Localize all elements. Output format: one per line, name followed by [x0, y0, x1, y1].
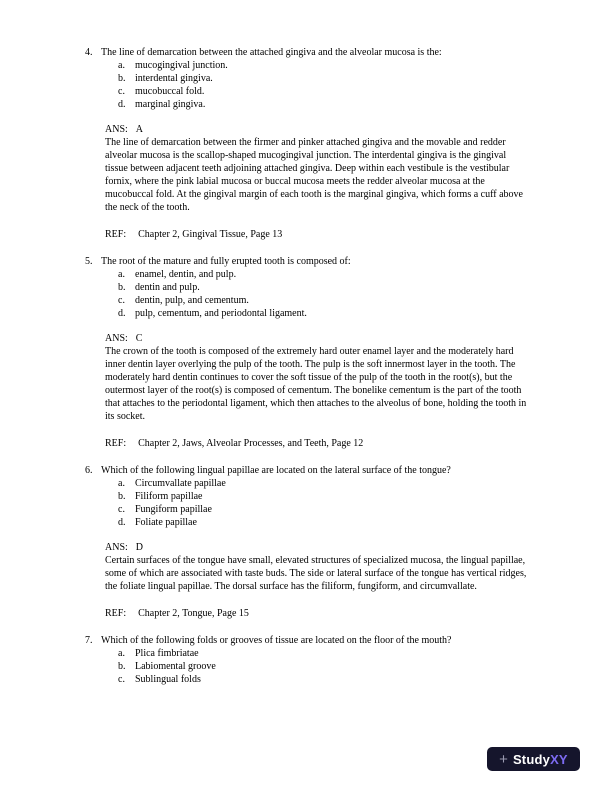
answer-section [105, 541, 530, 554]
answer-value: A [135, 124, 144, 135]
option-letter: a. [118, 269, 125, 280]
option-text: Filiform papillae [135, 491, 203, 502]
answer-label: ANS: [105, 542, 128, 553]
question-text: The root of the mature and fully erupted tooth is composed of: [101, 256, 351, 267]
option-letter: a. [118, 60, 125, 71]
question [85, 255, 530, 268]
option-letter: c. [118, 504, 125, 515]
option-letter: b. [118, 73, 126, 84]
explanation-text: Certain surfaces of the tongue have small, elevated structures of specialized mucosa, the lingual papillae, some of which are associated with taste buds. The side or lateral surface of the tongue has vertical ridges, the foliate lingual papillae. The dorsal surface has the filiform, fungiform, and circumvallate. [105, 555, 527, 592]
answer-value: D [135, 542, 144, 553]
question [85, 634, 530, 647]
option-text: marginal gingiva. [135, 99, 206, 110]
option-text: interdental gingiva. [135, 73, 213, 84]
option-row [118, 59, 530, 72]
options-list [118, 59, 530, 111]
question-block [85, 46, 530, 241]
question [85, 464, 530, 477]
option-letter: a. [118, 648, 125, 659]
question-block [85, 464, 530, 620]
question-block [85, 634, 530, 686]
explanation-text: The crown of the tooth is composed of the extremely hard outer enamel layer and the moderately hard inner dentin layer overlying the pulp of the tooth. The pulp is the soft innermost layer in the tooth. The moderately hard dentin continues to cover the soft tissue of the pulp of the tooth in the root(s), but the outermost layer of the root(s) is composed of cementum. The bonelike cementum is the part of the tooth that attaches to the periodontal ligament, which then attaches to the alveolus of bone, holding the tooth in its socket. [105, 346, 527, 422]
option-text: Plica fimbriatae [135, 648, 199, 659]
brand-study: Study [512, 751, 551, 767]
option-row [118, 281, 530, 294]
reference-line [105, 437, 530, 450]
option-row [118, 72, 530, 85]
ref-label: REF: [105, 608, 127, 619]
option-text: Foliate papillae [135, 517, 197, 528]
option-text: Circumvallate papillae [135, 478, 226, 489]
question-text: Which of the following folds or grooves of tissue are located on the floor of the mouth? [101, 635, 452, 646]
option-letter: c. [118, 295, 125, 306]
brand-xy: XY [550, 751, 568, 767]
option-letter: b. [118, 661, 126, 672]
ref-label: REF: [105, 229, 127, 240]
answer-label: ANS: [105, 124, 128, 135]
option-letter: a. [118, 478, 125, 489]
option-row [118, 477, 530, 490]
ref-text: Chapter 2, Gingival Tissue, Page 13 [138, 229, 283, 240]
option-text: Sublingual folds [135, 674, 201, 685]
answer-section [105, 123, 530, 136]
answer-section [105, 332, 530, 345]
option-letter: d. [118, 99, 126, 110]
option-row [118, 647, 530, 660]
reference-line [105, 228, 530, 241]
question-number: 7. [85, 635, 93, 646]
option-text: enamel, dentin, and pulp. [135, 269, 237, 280]
question [85, 46, 530, 59]
option-text: mucobuccal fold. [135, 86, 205, 97]
answer-value: C [135, 333, 143, 344]
question-number: 5. [85, 256, 93, 267]
option-letter: d. [118, 517, 126, 528]
option-row [118, 660, 530, 673]
option-text: Labiomental groove [135, 661, 216, 672]
options-list [118, 268, 530, 320]
options-list [118, 477, 530, 529]
ref-text: Chapter 2, Jaws, Alveolar Processes, and Teeth, Page 12 [138, 438, 364, 449]
option-row [118, 98, 530, 111]
answer-line [105, 541, 530, 554]
answer-line [105, 123, 530, 136]
option-row [118, 516, 530, 529]
option-letter: c. [118, 86, 125, 97]
options-list [118, 647, 530, 686]
answer-label: ANS: [105, 333, 128, 344]
option-row [118, 307, 530, 320]
document-page [85, 46, 530, 686]
question-number: 6. [85, 465, 93, 476]
question-text: Which of the following lingual papillae are located on the lateral surface of the tongue? [101, 465, 451, 476]
option-row [118, 85, 530, 98]
option-text: pulp, cementum, and periodontal ligament. [135, 308, 307, 319]
option-row [118, 503, 530, 516]
option-text: Fungiform papillae [135, 504, 212, 515]
plus-icon: + [499, 750, 508, 768]
reference-line [105, 607, 530, 620]
option-letter: b. [118, 282, 126, 293]
option-text: dentin, pulp, and cementum. [135, 295, 249, 306]
option-text: dentin and pulp. [135, 282, 200, 293]
ref-label: REF: [105, 438, 127, 449]
ref-text: Chapter 2, Tongue, Page 15 [138, 608, 249, 619]
option-row [118, 294, 530, 307]
studyxy-logo [487, 747, 580, 771]
option-text: mucogingival junction. [135, 60, 228, 71]
option-letter: c. [118, 674, 125, 685]
option-row [118, 673, 530, 686]
answer-line [105, 332, 530, 345]
question-block [85, 255, 530, 450]
question-number: 4. [85, 47, 93, 58]
option-letter: d. [118, 308, 126, 319]
option-letter: b. [118, 491, 126, 502]
question-text: The line of demarcation between the attached gingiva and the alveolar mucosa is the: [101, 47, 442, 58]
option-row [118, 268, 530, 281]
option-row [118, 490, 530, 503]
explanation-text: The line of demarcation between the firmer and pinker attached gingiva and the movable and redder alveolar mucosa is the scallop-shaped mucogingival junction. The interdental gingiva is the gingival tissue between adjacent teeth adjoining attached gingiva. Deep within each vestibule is the vestibular fornix, where the pink labial mucosa or buccal mucosa meets the redder alveolar mucosa at the mucobuccal fold. At the gingival margin of each tooth is the marginal gingiva, which forms a cuff above the neck of the tooth. [105, 137, 523, 213]
